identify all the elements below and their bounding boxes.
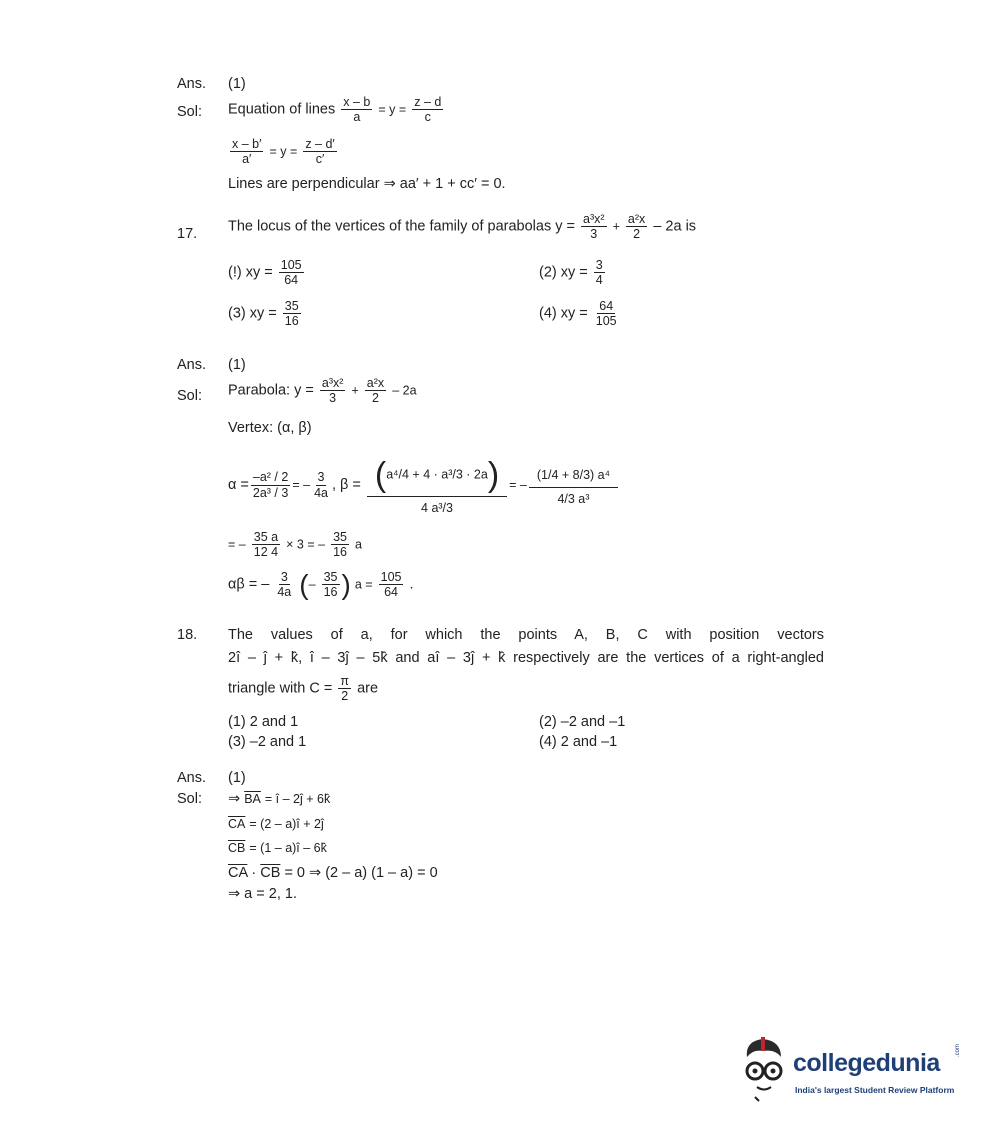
fraction: $\frac{z - d}{c}$ <box>414 95 442 125</box>
alpha-beta-line: α = $\frac{\text{–a² / 2}}{\text{2a³ / 3}}$ = – $\frac{3}{4a}$ , β = $\frac{\text{(a⁴/4 + 4 · a³/3 · 2a)}}{\text{4 a³/3}}$ = – $\frac{\text{(1/4 + 8/3) a⁴}}{\text{4/3 a³}}$ <box>228 440 620 530</box>
logo-tagline: India's largest Student Review Platform <box>795 1085 955 1095</box>
fraction: $\frac{x - b'}{a'}$ <box>232 137 262 167</box>
solution-text: Equation of lines <box>228 101 336 118</box>
answer-value: (1) <box>228 357 246 373</box>
option-2: (2) xy = $\frac{3}{4}$ <box>539 258 603 288</box>
question-number: 17. <box>177 226 198 242</box>
answer-value: (1) <box>228 770 246 786</box>
solution-line-3: Lines are perpendicular ⇒ aa′ + 1 + cc′ = 0. <box>228 176 506 192</box>
option-3: (3) xy = $\frac{35}{16}$ <box>228 299 299 329</box>
option-4: (4) 2 and –1 <box>539 734 618 750</box>
answer-label: Ans. <box>177 76 207 92</box>
collegedunia-logo <box>735 1035 965 1115</box>
solution-step-1: ⇒ $\overline{BA}$ = î – 2ĵ + 6k̂ <box>228 791 331 807</box>
solution-line-1 <box>228 95 445 125</box>
logo-wordmark: collegedunia <box>793 1049 940 1077</box>
question-line-3: triangle with C = $\frac{\pi}{2}$ are <box>228 674 379 704</box>
answer-value: (1) <box>228 76 246 92</box>
solution-step-2: $\overline{CA} = (2$ – a)î + 2ĵ <box>228 817 324 831</box>
solution-label: Sol: <box>177 791 202 807</box>
option-3: (3) –2 and 1 <box>228 734 307 750</box>
parabola-line: Parabola: y = $\frac{\text{a³x²}}{3}$ + $\frac{\text{a²x}}{2}$ – 2a <box>228 376 417 406</box>
question-line-1: The values of a, for which the points A, B, C with position vectors <box>228 627 824 643</box>
solution-label: Sol: <box>177 104 202 120</box>
option-1: (1) 2 and 1 <box>228 714 299 730</box>
question-line-2: 2î – ĵ + k̂, î – 3ĵ – 5k̂ and aî – 3ĵ + k̂ respectively are the vertices of a right-angled <box>228 650 824 666</box>
answer-label: Ans. <box>177 770 207 786</box>
fraction: $\frac{x - b}{a}$ <box>343 95 371 125</box>
solution-step-3: $\overline{CB} = (1$ – a)î – 6k̂ <box>228 841 327 855</box>
equals-text: = y = <box>269 144 298 159</box>
logo-mascot-icon <box>735 1035 791 1105</box>
fraction: $\frac{z - d'}{c'}$ <box>305 137 335 167</box>
logo-domain: .com <box>955 1043 961 1057</box>
equals-text: = y = <box>378 102 407 117</box>
vertex-line: Vertex: (α, β) <box>228 420 312 436</box>
solution-label: Sol: <box>177 388 202 404</box>
option-4: (4) xy = $\frac{64}{105}$ <box>539 299 617 329</box>
solution-step-4: $\overline{CA} \cdot \overline{CB} = 0$ ⇒ (2 – a) (1 – a) = 0 <box>228 865 438 881</box>
question-text: The locus of the vertices of the family of parabolas y = $\frac{\text{a³x²}}{3}$ + $\frac{\text{a²x}}{2}$ – 2a is <box>228 212 697 242</box>
solution-line-2 <box>228 137 339 167</box>
alpha-beta-step: = – $\frac{35 a}{12 4}$ × 3 = – $\frac{35}{16}$ a <box>228 530 362 560</box>
alpha-beta-product: αβ = – $\frac{3}{4a}$ (– $\frac{35}{16}$ ) a = $\frac{105}{64}$ . <box>228 568 414 600</box>
answer-label: Ans. <box>177 357 207 373</box>
option-1: (!) xy = $\frac{105}{64}$ <box>228 258 302 288</box>
question-number: 18. <box>177 627 198 643</box>
solution-step-5: ⇒ a = 2, 1. <box>228 886 297 902</box>
option-2: (2) –2 and –1 <box>539 714 626 730</box>
